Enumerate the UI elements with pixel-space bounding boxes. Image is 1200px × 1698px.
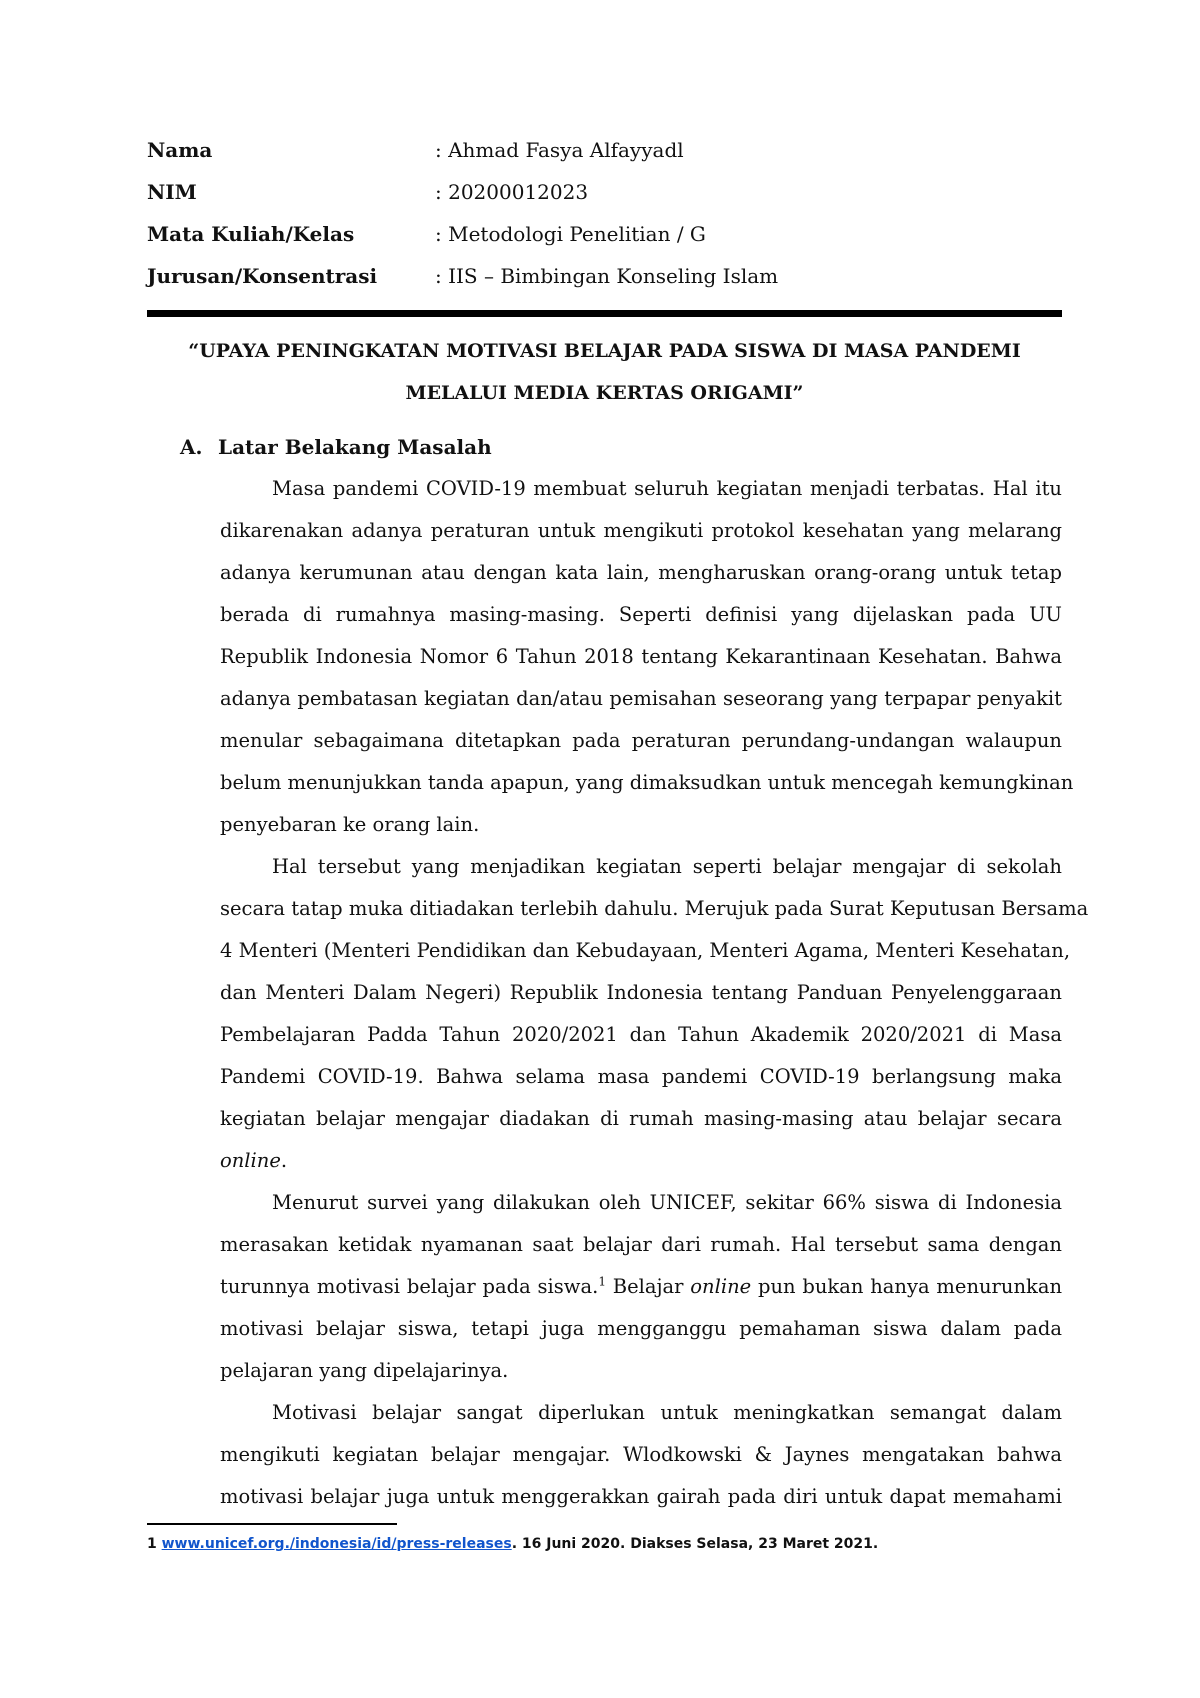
p4-line: Motivasi belajar sangat diperlukan untuk meningkatkan semangat dalam — [272, 1401, 1062, 1424]
value-nama: : Ahmad Fasya Alfayyadl — [435, 138, 684, 162]
p2-line: Pembelajaran Padda Tahun 2020/2021 dan Tahun Akademik 2020/2021 di Masa — [220, 1023, 1062, 1046]
footnote-ref[interactable]: 1 — [598, 1274, 606, 1289]
info-row-jurusan — [147, 261, 1067, 291]
p2-line: kegiatan belajar mengajar diadakan di rumah masing-masing atau belajar secara — [220, 1107, 1062, 1130]
title-line-2: MELALUI MEDIA KERTAS ORIGAMI” — [405, 382, 804, 404]
p2-line: Hal tersebut yang menjadikan kegiatan seperti belajar mengajar di sekolah — [272, 855, 1062, 878]
document-title — [147, 330, 1062, 414]
p3-line: motivasi belajar siswa, tetapi juga mengganggu pemahaman siswa dalam pada — [220, 1317, 1062, 1340]
footnote-number: 1 — [147, 1536, 157, 1552]
label-mata-kuliah: Mata Kuliah/Kelas — [147, 222, 355, 246]
p1-line: adanya pembatasan kegiatan dan/atau pemisahan seseorang yang terpapar penyakit — [220, 687, 1062, 710]
p1-line: menular sebagaimana ditetapkan pada peraturan perundang-undangan walaupun — [220, 729, 1062, 752]
p4-line: motivasi belajar juga untuk menggerakkan gairah pada diri untuk dapat memahami — [220, 1485, 1062, 1508]
section-heading — [180, 432, 492, 462]
p2-period: . — [280, 1149, 288, 1172]
header-divider — [147, 310, 1062, 317]
p2-last-line — [220, 1146, 1062, 1176]
value-jurusan: : IIS – Bimbingan Konseling Islam — [435, 264, 779, 288]
footnote — [147, 1533, 878, 1555]
p2-line: dan Menteri Dalam Negeri) Republik Indonesia tentang Panduan Penyelenggaraan — [220, 981, 1062, 1004]
p3-line: merasakan ketidak nyamanan saat belajar dari rumah. Hal tersebut sama dengan — [220, 1233, 1062, 1256]
label-nama: Nama — [147, 138, 213, 162]
p3-text-b: Belajar — [605, 1275, 691, 1298]
p1-line: Masa pandemi COVID-19 membuat seluruh kegiatan menjadi terbatas. Hal itu — [272, 477, 1062, 500]
title-line-1: “UPAYA PENINGKATAN MOTIVASI BELAJAR PADA SISWA DI MASA PANDEMI — [188, 340, 1021, 362]
p2-line: 4 Menteri (Menteri Pendidikan dan Kebudayaan, Menteri Agama, Menteri Kesehatan, — [220, 939, 1071, 962]
footnote-link[interactable]: www.unicef.org./indonesia/id/press-releases — [161, 1536, 512, 1552]
p3-text-a: turunnya motivasi belajar pada siswa. — [220, 1275, 599, 1298]
label-jurusan: Jurusan/Konsentrasi — [147, 264, 378, 288]
info-row-nama — [147, 135, 1067, 165]
p2-line: secara tatap muka ditiadakan terlebih dahulu. Merujuk pada Surat Keputusan Bersama — [220, 897, 1089, 920]
value-mata-kuliah: : Metodologi Penelitian / G — [435, 222, 706, 246]
footnote-divider — [147, 1523, 397, 1525]
italic-online: online — [220, 1149, 281, 1172]
p4-line: mengikuti kegiatan belajar mengajar. Wlodkowski & Jaynes mengatakan bahwa — [220, 1443, 1062, 1466]
p1-line: Republik Indonesia Nomor 6 Tahun 2018 tentang Kekarantinaan Kesehatan. Bahwa — [220, 645, 1062, 668]
label-nim: NIM — [147, 180, 197, 204]
footnote-text: . 16 Juni 2020. Diakses Selasa, 23 Maret 2021. — [511, 1536, 879, 1552]
p3-line: Menurut survei yang dilakukan oleh UNICEF, sekitar 66% siswa di Indonesia — [272, 1191, 1062, 1214]
section-letter: A. — [180, 435, 203, 459]
italic-online: online — [690, 1275, 752, 1298]
p1-line: penyebaran ke orang lain. — [220, 813, 480, 836]
p3-text-c: pun bukan hanya menurunkan — [751, 1275, 1063, 1298]
p1-line: adanya kerumunan atau dengan kata lain, mengharuskan orang-orang untuk tetap — [220, 561, 1062, 584]
info-row-mata-kuliah — [147, 219, 1067, 249]
value-nim: : 20200012023 — [435, 180, 589, 204]
info-row-nim — [147, 177, 1067, 207]
p1-line: belum menunjukkan tanda apapun, yang dimaksudkan untuk mencegah kemungkinan — [220, 771, 1074, 794]
p2-line: Pandemi COVID-19. Bahwa selama masa pandemi COVID-19 berlangsung maka — [220, 1065, 1062, 1088]
p3-line: pelajaran yang dipelajarinya. — [220, 1359, 509, 1382]
p1-line: dikarenakan adanya peraturan untuk mengikuti protokol kesehatan yang melarang — [220, 519, 1062, 542]
p1-line: berada di rumahnya masing-masing. Seperti definisi yang dijelaskan pada UU — [220, 603, 1062, 626]
section-title: Latar Belakang Masalah — [218, 435, 492, 459]
p3-line-footnote — [220, 1272, 1062, 1302]
